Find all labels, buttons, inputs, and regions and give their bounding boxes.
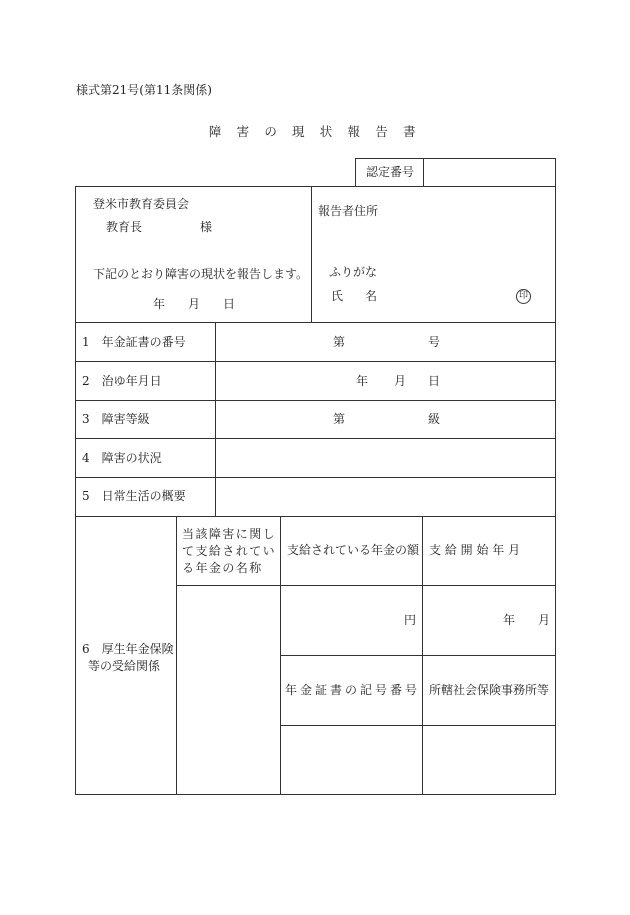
addressee-board: 登米市教育委員会 [93, 197, 190, 211]
row-label-daily-life: 5 日常生活の概要 [82, 489, 186, 503]
disability-status-field[interactable] [217, 440, 554, 476]
report-statement: 下記のとおり障害の現状を報告します。 [93, 267, 309, 281]
row-value-dai: 第 [333, 335, 346, 349]
form-number: 様式第21号(第11条関係) [76, 83, 212, 97]
addressee-title: 教育長 [106, 220, 143, 234]
reporter-address-label: 報告者住所 [318, 204, 379, 218]
pension-amount-field[interactable] [282, 587, 402, 653]
pension-name-field[interactable] [178, 587, 278, 793]
row-value-month: 月 [394, 374, 407, 388]
document-title: 障 害 の 現 状 報 告 書 [208, 124, 422, 139]
reporter-name-field[interactable] [390, 283, 510, 305]
pension-amount-header: 支給されている年金の額 [287, 543, 420, 557]
start-month-label: 月 [538, 613, 551, 627]
pension-start-header: 支 給 開 始 年 月 [429, 543, 521, 557]
date-month-label: 月 [188, 297, 201, 311]
cert-number-label: 認定番号 [366, 165, 415, 179]
addressee-honorific: 様 [200, 220, 213, 234]
row-label-pension-cert: 1 年金証書の番号 [82, 335, 186, 349]
row-value-year: 年 [356, 374, 369, 388]
daily-life-field[interactable] [217, 479, 554, 515]
yen-label: 円 [404, 613, 417, 627]
date-day-label: 日 [223, 297, 236, 311]
name-label-2: 名 [365, 289, 378, 303]
social-insurance-office-header: 所轄社会保険事務所等 [429, 683, 550, 697]
seal-mark: 印 [516, 289, 531, 304]
row-label-disability-grade: 3 障害等級 [82, 412, 150, 426]
reporter-address-field[interactable] [318, 222, 550, 260]
furigana-label: ふりがな [329, 265, 378, 279]
cert-number-field[interactable] [424, 159, 555, 186]
social-insurance-office-field[interactable] [424, 727, 554, 793]
cert-symbol-number-field[interactable] [282, 727, 420, 793]
pension-section-label-2: 等の受給関係 [88, 659, 161, 673]
date-year-label: 年 [153, 297, 166, 311]
row-value-grade-dai: 第 [333, 412, 346, 426]
name-label-1: 氏 [331, 289, 344, 303]
pension-section-label-1: 6 厚生年金保険 [82, 642, 174, 656]
start-year-label: 年 [503, 613, 516, 627]
pension-name-header: 当該障害に関して支給されている年金の名称 [182, 527, 277, 575]
cert-symbol-number-header: 年金証書の記号番号 [285, 683, 421, 697]
row-label-disability-status: 4 障害の状況 [82, 451, 162, 465]
row-value-day: 日 [428, 374, 441, 388]
row-value-grade-kyu: 級 [428, 412, 441, 426]
row-label-cure-date: 2 治ゆ年月日 [82, 374, 162, 388]
row-value-go: 号 [428, 335, 441, 349]
